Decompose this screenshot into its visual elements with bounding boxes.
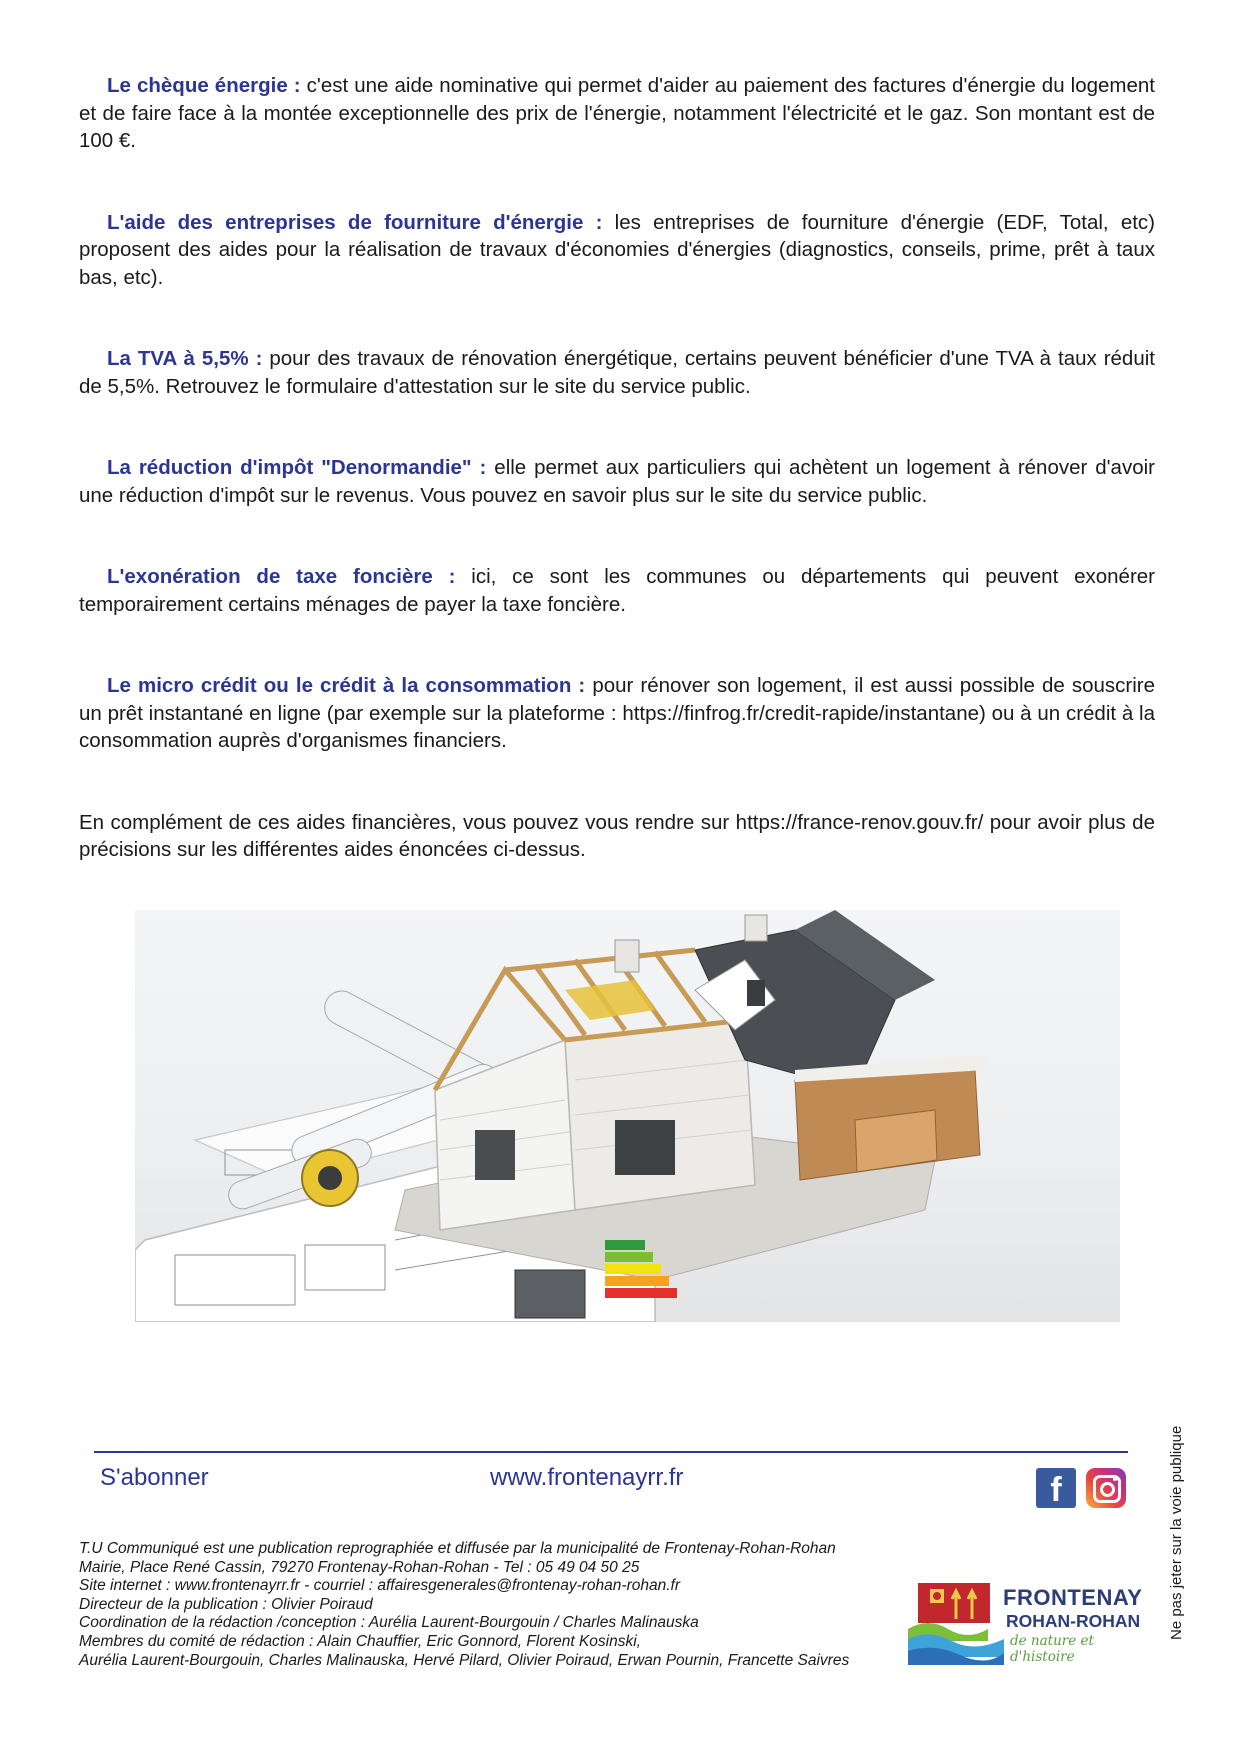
paragraph-text: les entreprises de fourniture d'énergie (EDF, Total, etc) proposent des aides pour la réalisation de travaux d'économies d'énergies (diagnostics, conseils, prime, prêt à taux bas, etc). bbox=[79, 210, 1155, 289]
colophon-line: Aurélia Laurent-Bourgouin, Charles Malinauska, Hervé Pilard, Olivier Poiraud, Erwan Pournin, Francette Saivres bbox=[79, 1651, 850, 1669]
subscribe-link[interactable]: S'abonner bbox=[100, 1464, 209, 1491]
closing-paragraph: En complément de ces aides financières, vous pouvez vous rendre sur https://france-renov.gouv.fr/ pour avoir plus de précisions sur les différentes aides énoncées ci-dessus. bbox=[79, 810, 1155, 861]
paragraph-tva bbox=[79, 345, 1155, 400]
paragraph-text: pour des travaux de rénovation énergétique, certains peuvent bénéficier d'une TVA à taux réduit de 5,5%. Retrouvez le formulaire d'attestation sur le site du service public. bbox=[79, 347, 1155, 398]
paragraph-text: c'est une aide nominative qui permet d'aider au paiement des factures d'énergie du logement et de faire face à la montée exceptionnelle des prix de l'énergie, notamment l'électricité et le gaz. Son montant est de 100 €. bbox=[79, 74, 1155, 152]
paragraph-text: ici, ce sont les communes ou départements qui peuvent exonérer temporairement certains ménages de payer la taxe foncière. bbox=[79, 565, 1155, 616]
paragraph-taxe-fonciere bbox=[79, 563, 1155, 618]
colophon-line: Site internet : www.frontenayrr.fr - courriel : affairesgenerales@frontenay-rohan-rohan.fr bbox=[79, 1577, 680, 1595]
paragraph-micro-credit bbox=[79, 672, 1155, 755]
social-links bbox=[1036, 1468, 1126, 1508]
disposal-notice: Ne pas jeter sur la voie publique bbox=[1168, 1425, 1185, 1640]
paragraph-text: elle permet aux particuliers qui achètent un logement à rénover d'avoir une réduction d'impôt sur le revenus. Vous pouvez en savoir plus sur le site du service public. bbox=[79, 456, 1155, 507]
logo-name-secondary: ROHAN-ROHAN bbox=[1006, 1611, 1141, 1631]
website-link[interactable]: www.frontenayrr.fr bbox=[490, 1464, 684, 1491]
facebook-icon[interactable]: f bbox=[1036, 1468, 1076, 1508]
paragraph-lead: Le chèque énergie : bbox=[107, 74, 301, 97]
house-renovation-drawing bbox=[135, 910, 1120, 1322]
paragraph-lead: L'aide des entreprises de fourniture d'énergie : bbox=[107, 210, 603, 234]
paragraph-denormandie bbox=[79, 454, 1155, 509]
colophon bbox=[79, 1540, 979, 1670]
house-renovation-illustration bbox=[135, 910, 1120, 1322]
paragraph-lead: La TVA à 5,5% : bbox=[107, 347, 263, 370]
paragraph-lead: La réduction d'impôt "Denormandie" : bbox=[107, 456, 487, 479]
colophon-line: Mairie, Place René Cassin, 79270 Frontenay-Rohan-Rohan - Tel : 05 49 04 50 25 bbox=[79, 1558, 640, 1576]
paragraph-aide-entreprises bbox=[79, 209, 1155, 292]
footer-divider bbox=[94, 1451, 1128, 1453]
colophon-line: T.U Communiqué est une publication reprographiée et diffusée par la municipalité de Frontenay-Rohan-Rohan bbox=[79, 1540, 836, 1557]
paragraph-text: pour rénover son logement, il est aussi possible de souscrire un prêt instantané en ligne (par exemple sur la plateforme : https://finfrog.fr/credit-rapide/instantane) ou à un crédit à la consommation auprès d'organismes financiers. bbox=[79, 674, 1156, 752]
paragraph-lead: Le micro crédit ou le crédit à la consommation : bbox=[107, 674, 586, 697]
town-emblem-icon bbox=[908, 1577, 1004, 1667]
colophon-line: Membres du comité de rédaction : Alain Chauffier, Eric Gonnord, Florent Kosinski, bbox=[79, 1632, 641, 1650]
paragraph-lead: L'exonération de taxe foncière : bbox=[107, 565, 456, 588]
logo-tagline: de nature et d'histoire bbox=[1010, 1633, 1094, 1665]
article-body bbox=[79, 72, 1155, 918]
colophon-line: Directeur de la publication : Olivier Poiraud bbox=[79, 1595, 373, 1613]
logo-name: FRONTENAY bbox=[1003, 1585, 1143, 1610]
colophon-line: Coordination de la rédaction /conception : Aurélia Laurent-Bourgouin / Charles Malinauska bbox=[79, 1614, 699, 1632]
instagram-icon[interactable] bbox=[1086, 1468, 1126, 1508]
town-logo bbox=[908, 1577, 1148, 1667]
paragraph-cheque-energie bbox=[79, 72, 1155, 155]
